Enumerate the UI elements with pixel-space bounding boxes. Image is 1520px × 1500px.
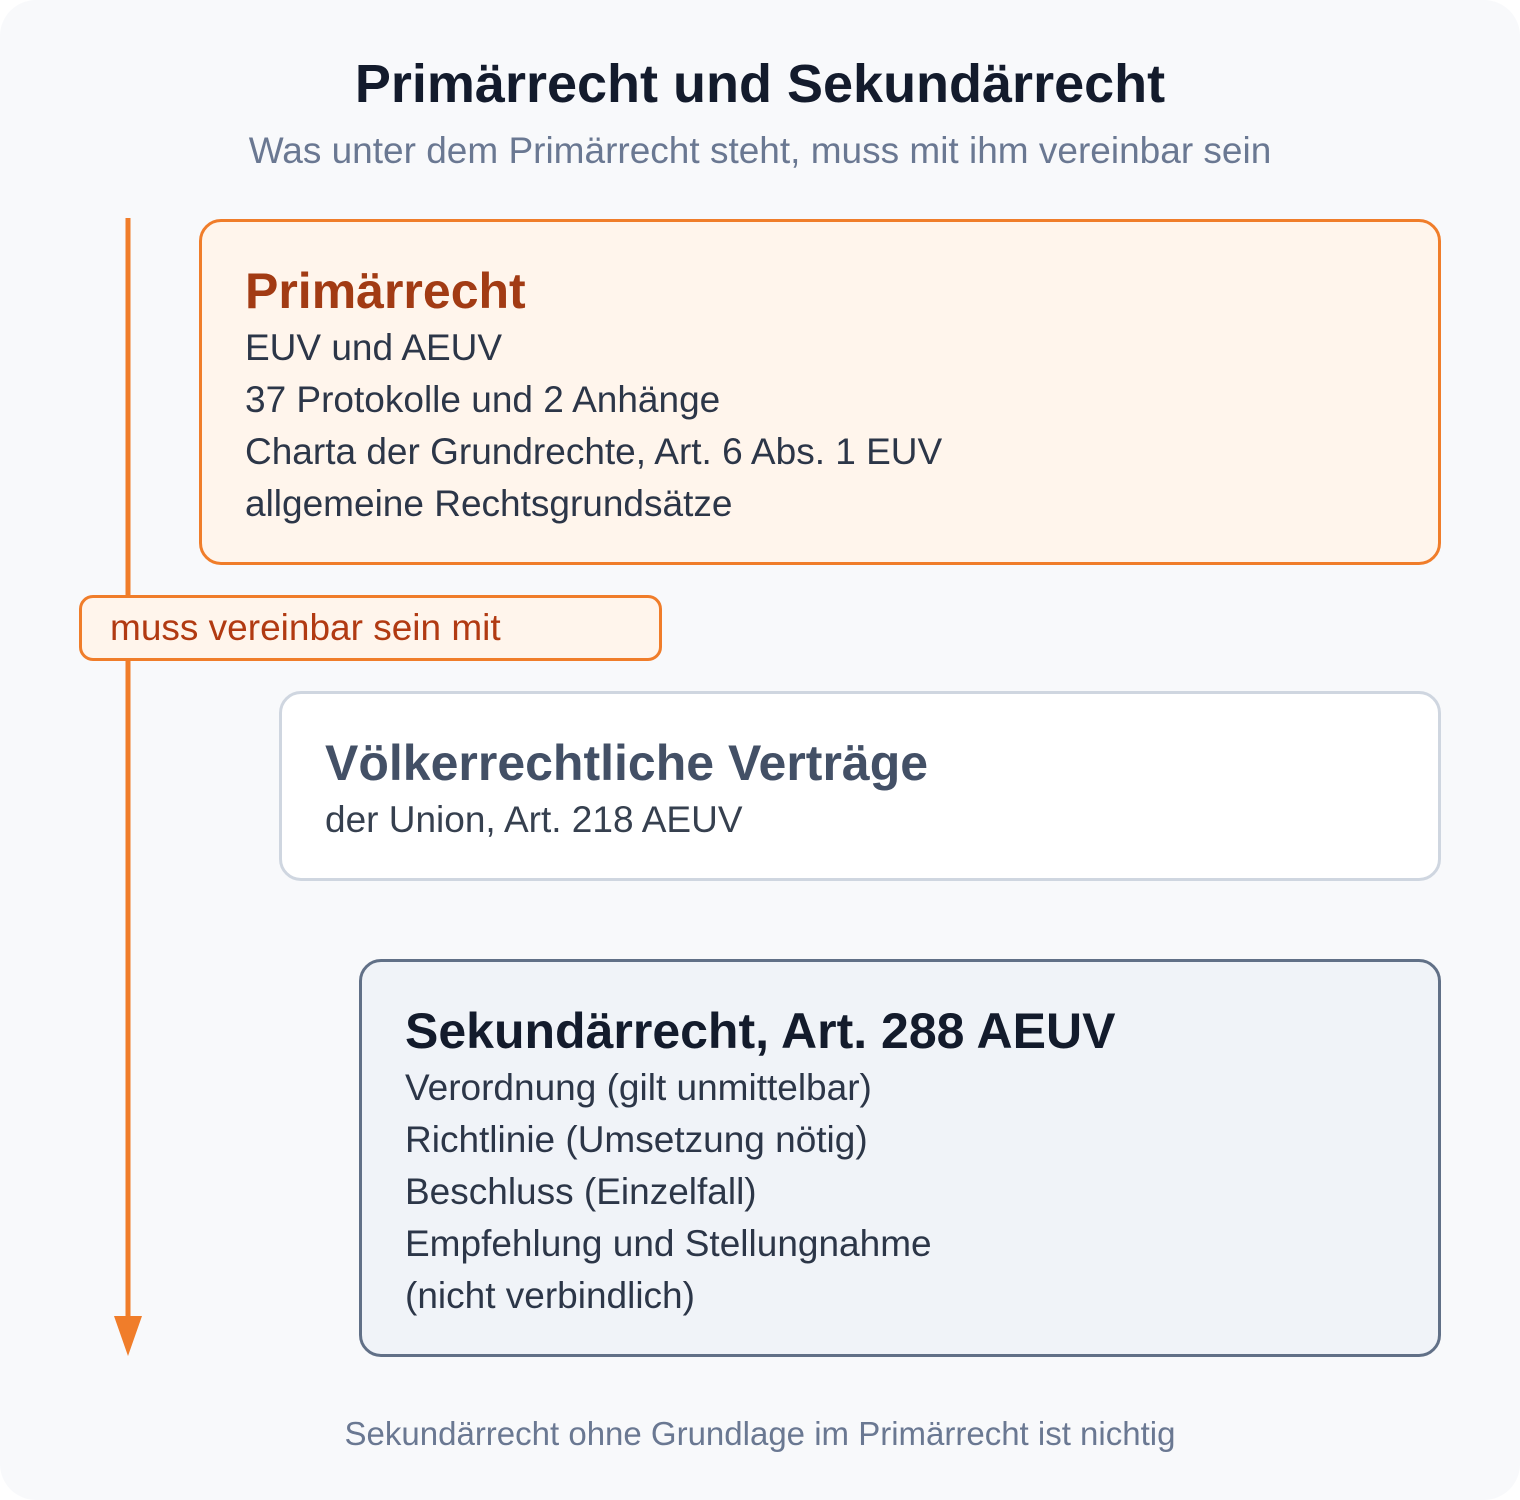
diagram-footnote: Sekundärrecht ohne Grundlage im Primärrecht ist nichtig xyxy=(344,1415,1176,1452)
international-treaties-item: der Union, Art. 218 AEUV xyxy=(325,799,743,840)
international-treaties-heading: Völkerrechtliche Verträge xyxy=(325,735,929,791)
primary-law-item: 37 Protokolle und 2 Anhänge xyxy=(245,379,721,420)
secondary-law-card xyxy=(359,959,1441,1357)
compatibility-label: muss vereinbar sein mit xyxy=(79,595,662,661)
secondary-law-item: (nicht verbindlich) xyxy=(405,1275,695,1316)
primary-law-heading: Primärrecht xyxy=(245,263,526,319)
secondary-law-item: Verordnung (gilt unmittelbar) xyxy=(405,1067,872,1108)
international-treaties-card xyxy=(279,691,1441,881)
secondary-law-item: Richtlinie (Umsetzung nötig) xyxy=(405,1119,868,1160)
hierarchy-arrow xyxy=(108,218,148,1358)
secondary-law-item: Beschluss (Einzelfall) xyxy=(405,1171,757,1212)
diagram-title: Primärrecht und Sekundärrecht xyxy=(354,54,1166,114)
primary-law-item: Charta der Grundrechte, Art. 6 Abs. 1 EUV xyxy=(245,431,943,472)
secondary-law-item: Empfehlung und Stellungnahme xyxy=(405,1223,932,1264)
primary-law-item: allgemeine Rechtsgrundsätze xyxy=(245,483,733,524)
diagram-subtitle: Was unter dem Primärrecht steht, muss mit ihm vereinbar sein xyxy=(248,130,1272,171)
secondary-law-heading: Sekundärrecht, Art. 288 AEUV xyxy=(405,1003,1116,1059)
primary-law-card xyxy=(199,219,1441,565)
hierarchy-arrow-head xyxy=(114,1316,142,1356)
primary-law-item: EUV und AEUV xyxy=(245,327,503,368)
